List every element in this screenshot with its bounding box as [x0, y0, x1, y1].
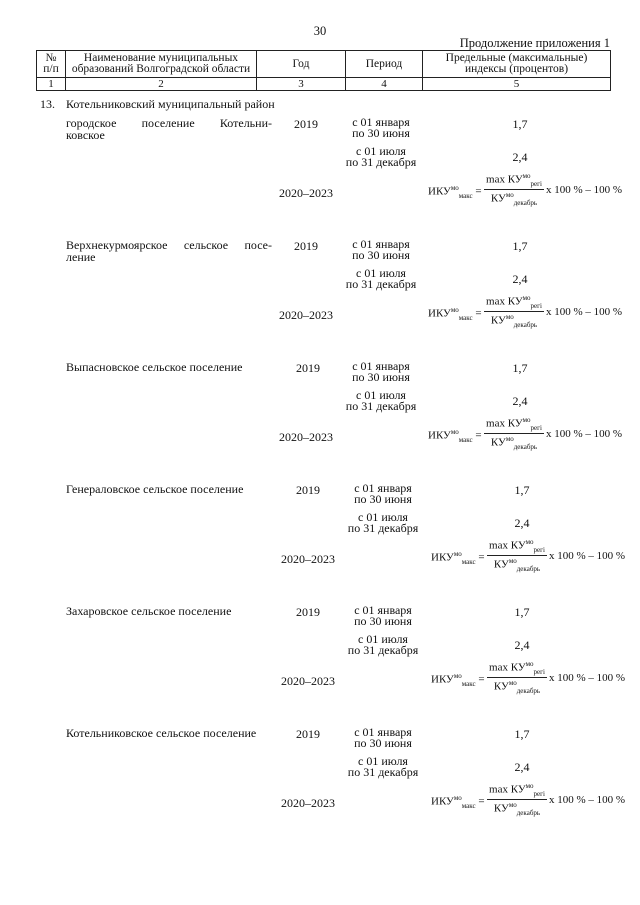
formula-den-sub: декабрь	[513, 442, 538, 451]
formula-den-sub: декабрь	[513, 320, 538, 329]
formula-den-sub: декабрь	[513, 198, 538, 207]
header-col-number-line1: №	[45, 52, 57, 64]
entry-year-second: 2020–2023	[281, 674, 335, 688]
period-line: с 01 января	[354, 603, 412, 617]
formula-lhs-sub: макс	[458, 313, 473, 322]
formula-lhs-main: ИКУ	[428, 429, 451, 442]
period-line: с 01 января	[352, 359, 410, 373]
entry-name	[66, 361, 272, 373]
formula-num-sub: регi	[530, 179, 542, 188]
formula-equals: =	[472, 307, 482, 320]
formula-lhs-sup: мо	[450, 184, 459, 192]
formula-lhs-sup: мо	[450, 306, 459, 314]
formula-lhs	[431, 794, 485, 810]
entry-name-line: Генераловское сельское поселение	[66, 482, 244, 496]
entry-value-second: 2,4	[514, 638, 530, 652]
formula-rhs: х 100 % – 100 %	[549, 794, 626, 806]
entry-name	[66, 483, 272, 495]
formula-fraction	[484, 172, 544, 207]
entry-period-second	[326, 146, 436, 168]
period-line: по 31 декабря	[345, 155, 417, 169]
formula-den-sup: мо	[508, 800, 517, 809]
entry-year-first: 2019	[296, 727, 320, 741]
header-num-5: 5	[423, 78, 611, 91]
formula-fraction	[487, 660, 547, 695]
formula-lhs-sub: макс	[461, 679, 476, 688]
formula-num-sup: мо	[522, 294, 531, 302]
entry-year-first: 2019	[294, 117, 318, 131]
formula-lhs-sup: мо	[450, 428, 459, 436]
formula-den-main: КУ	[493, 558, 509, 571]
formula-num-sup: мо	[525, 782, 534, 790]
formula-fraction	[484, 416, 544, 451]
entry-period-second	[326, 268, 436, 290]
formula-num-sub: регi	[530, 301, 542, 310]
formula-den-sup: мо	[505, 312, 514, 321]
entry-period-first	[326, 239, 436, 261]
formula-equals: =	[475, 551, 485, 564]
formula-equals: =	[472, 185, 482, 198]
header-col-number-line2: п/п	[43, 63, 59, 75]
period-line: с 01 июля	[356, 144, 406, 158]
formula-num-main: max КУ	[489, 539, 526, 552]
formula-lhs	[431, 672, 485, 688]
entry-period-second	[328, 634, 438, 656]
entry-year-first: 2019	[296, 483, 320, 497]
entry-name-line: ление	[66, 250, 96, 264]
formula-den-main: КУ	[490, 192, 506, 205]
formula-num-sub: регi	[530, 423, 542, 432]
entry-name	[66, 605, 272, 617]
formula-lhs-sup: мо	[453, 672, 462, 680]
formula-equals: =	[475, 795, 485, 808]
formula-den-sup: мо	[505, 434, 514, 443]
formula-fraction	[487, 782, 547, 817]
entry-name-line: Котельниковское сельское поселение	[66, 726, 257, 740]
formula-num-sup: мо	[522, 172, 531, 180]
formula-numerator	[487, 782, 547, 800]
entry-name	[66, 239, 272, 263]
formula-lhs	[431, 550, 485, 566]
period-line: с 01 июля	[358, 632, 408, 646]
header-num-3: 3	[257, 78, 346, 91]
entry-name-line: Захаровское сельское поселение	[66, 604, 232, 618]
formula-lhs-main: ИКУ	[431, 673, 454, 686]
formula-num-sub: регi	[533, 667, 545, 676]
period-line: по 30 июня	[354, 614, 412, 628]
formula-rhs: х 100 % – 100 %	[546, 428, 623, 440]
formula-lhs	[428, 306, 482, 322]
formula-num-main: max КУ	[486, 173, 523, 186]
header-col-period: Период	[346, 51, 423, 78]
formula-num-main: max КУ	[486, 295, 523, 308]
formula-den-sub: декабрь	[516, 808, 541, 817]
formula-denominator	[487, 678, 547, 695]
formula-num-main: max КУ	[486, 417, 523, 430]
entry-value-first: 1,7	[514, 727, 530, 741]
formula-rhs: х 100 % – 100 %	[546, 306, 623, 318]
formula-lhs-sup: мо	[453, 550, 462, 558]
formula-num-sup: мо	[525, 660, 534, 668]
formula-denominator	[487, 556, 547, 573]
formula-lhs-sup: мо	[453, 794, 462, 802]
formula-den-main: КУ	[493, 802, 509, 815]
formula-num-sup: мо	[522, 416, 531, 424]
period-line: по 31 декабря	[347, 521, 419, 535]
header-col-year: Год	[257, 51, 346, 78]
formula-den-sup: мо	[505, 190, 514, 199]
period-line: с 01 июля	[358, 754, 408, 768]
entry-year-second: 2020–2023	[279, 430, 333, 444]
formula-denominator	[487, 800, 547, 817]
period-line: по 30 июня	[352, 248, 410, 262]
entry-value-first: 1,7	[512, 117, 528, 131]
section-title: Котельниковский муниципальный район	[66, 97, 275, 111]
formula-lhs-main: ИКУ	[431, 551, 454, 564]
section-number: 13.	[40, 97, 55, 111]
period-line: с 01 июля	[356, 388, 406, 402]
entry-period-first	[328, 483, 438, 505]
formula-den-sub: декабрь	[516, 564, 541, 573]
formula-den-main: КУ	[490, 436, 506, 449]
entry-name-line: ковское	[66, 128, 105, 142]
header-col-index-line2: индексы (процентов)	[464, 63, 569, 75]
period-line: с 01 января	[354, 725, 412, 739]
entry-name	[66, 727, 272, 739]
formula-num-sub: регi	[533, 545, 545, 554]
entry-name-line: городское поселение Котельни-	[66, 116, 272, 130]
formula-numerator	[487, 660, 547, 678]
formula-lhs-sub: макс	[461, 557, 476, 566]
formula-lhs	[428, 184, 482, 200]
entry-value-second: 2,4	[514, 516, 530, 530]
period-line: по 30 июня	[354, 492, 412, 506]
entry-period-second	[326, 390, 436, 412]
entry-year-second: 2020–2023	[281, 796, 335, 810]
entry-value-first: 1,7	[512, 239, 528, 253]
formula-den-sub: декабрь	[516, 686, 541, 695]
formula-numerator	[484, 294, 544, 312]
formula-lhs-main: ИКУ	[428, 185, 451, 198]
formula-numerator	[487, 538, 547, 556]
period-line: с 01 июля	[356, 266, 406, 280]
formula-lhs-sub: макс	[458, 191, 473, 200]
entry-year-second: 2020–2023	[279, 186, 333, 200]
header-num-1: 1	[37, 78, 66, 91]
formula-denominator	[484, 190, 544, 207]
entry-name	[66, 117, 272, 141]
entry-name-line: Выпасновское сельское поселение	[66, 360, 243, 374]
entry-year-second: 2020–2023	[279, 308, 333, 322]
entry-period-first	[328, 605, 438, 627]
header-col-index-line1: Предельные (максимальные)	[445, 52, 588, 64]
entry-value-first: 1,7	[514, 483, 530, 497]
entry-period-second	[328, 756, 438, 778]
formula-fraction	[484, 294, 544, 329]
table-header	[36, 50, 611, 91]
entry-year-first: 2019	[294, 239, 318, 253]
entry-value-first: 1,7	[514, 605, 530, 619]
formula-rhs: х 100 % – 100 %	[546, 184, 623, 196]
formula-lhs-main: ИКУ	[431, 795, 454, 808]
formula-numerator	[484, 172, 544, 190]
formula-equals: =	[472, 429, 482, 442]
formula-num-main: max КУ	[489, 783, 526, 796]
entry-value-second: 2,4	[512, 272, 528, 286]
entry-year-second: 2020–2023	[281, 552, 335, 566]
period-line: с 01 июля	[358, 510, 408, 524]
continuation-note: Продолжение приложения 1	[459, 36, 610, 50]
formula-num-sub: регi	[533, 789, 545, 798]
formula-lhs-sub: макс	[461, 801, 476, 810]
period-line: по 30 июня	[354, 736, 412, 750]
entry-value-first: 1,7	[512, 361, 528, 375]
header-col-index	[423, 51, 611, 78]
formula-lhs-main: ИКУ	[428, 307, 451, 320]
formula-denominator	[484, 434, 544, 451]
period-line: с 01 января	[354, 481, 412, 495]
period-line: с 01 января	[352, 115, 410, 129]
entry-period-second	[328, 512, 438, 534]
formula-rhs: х 100 % – 100 %	[549, 550, 626, 562]
formula-den-main: КУ	[490, 314, 506, 327]
formula-den-main: КУ	[493, 680, 509, 693]
formula-num-main: max КУ	[489, 661, 526, 674]
entry-period-first	[326, 117, 436, 139]
period-line: с 01 января	[352, 237, 410, 251]
period-line: по 31 декабря	[347, 643, 419, 657]
entry-value-second: 2,4	[512, 394, 528, 408]
header-col-name	[66, 51, 257, 78]
formula-lhs	[428, 428, 482, 444]
entry-year-first: 2019	[296, 361, 320, 375]
formula-equals: =	[475, 673, 485, 686]
formula-fraction	[487, 538, 547, 573]
formula-numerator	[484, 416, 544, 434]
entry-name-line: Верхнекурмоярское сельское посе-	[66, 238, 272, 252]
header-col-number	[37, 51, 66, 78]
entry-year-first: 2019	[296, 605, 320, 619]
formula-num-sup: мо	[525, 538, 534, 546]
page-number: 30	[313, 24, 327, 38]
formula-den-sup: мо	[508, 678, 517, 687]
entry-period-first	[326, 361, 436, 383]
entry-period-first	[328, 727, 438, 749]
entry-value-second: 2,4	[514, 760, 530, 774]
formula-denominator	[484, 312, 544, 329]
period-line: по 31 декабря	[345, 277, 417, 291]
header-num-2: 2	[66, 78, 257, 91]
period-line: по 31 декабря	[345, 399, 417, 413]
period-line: по 30 июня	[352, 126, 410, 140]
period-line: по 31 декабря	[347, 765, 419, 779]
header-col-name-line1: Наименование муниципальных	[83, 52, 239, 64]
formula-lhs-sub: макс	[458, 435, 473, 444]
header-col-name-line2: образований Волгоградской области	[71, 63, 251, 75]
entry-value-second: 2,4	[512, 150, 528, 164]
header-num-4: 4	[346, 78, 423, 91]
formula-den-sup: мо	[508, 556, 517, 565]
formula-rhs: х 100 % – 100 %	[549, 672, 626, 684]
period-line: по 30 июня	[352, 370, 410, 384]
